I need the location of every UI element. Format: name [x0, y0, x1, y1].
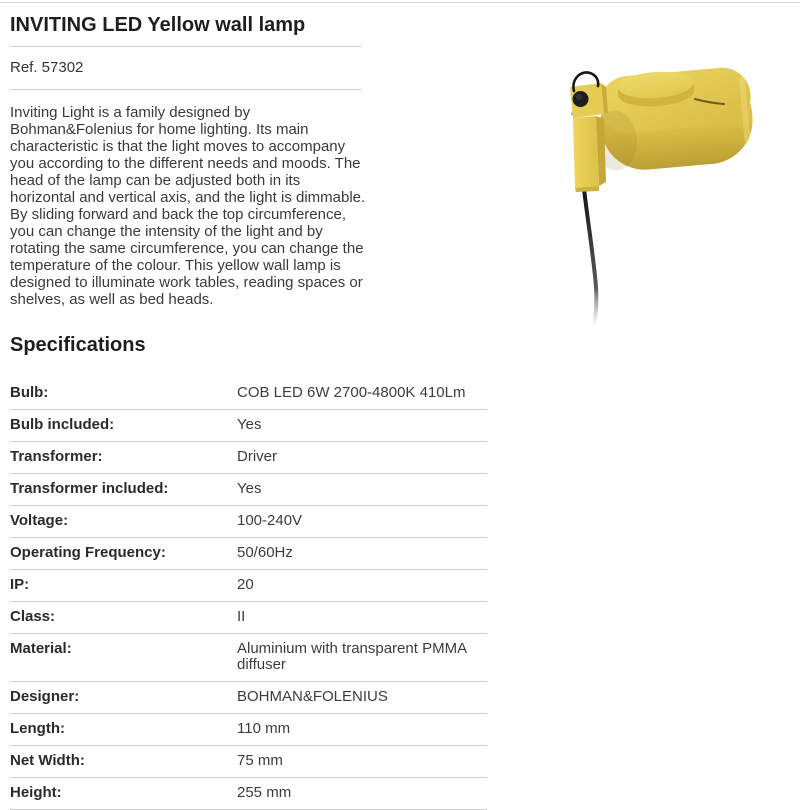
spec-value: Yes	[237, 416, 262, 433]
spec-row	[10, 682, 487, 714]
spec-value: 20	[237, 576, 254, 593]
spec-value: Driver	[237, 448, 277, 465]
spec-value: 100-240V	[237, 512, 303, 529]
spec-label: Height:	[10, 784, 62, 801]
spec-row	[10, 778, 487, 810]
spec-row	[10, 634, 487, 682]
spec-row	[10, 538, 487, 570]
specifications-table	[10, 378, 487, 810]
spec-row	[10, 714, 487, 746]
spec-value: 110 mm	[237, 720, 291, 737]
page-title: INVITING LED Yellow wall lamp	[10, 13, 362, 47]
spec-row	[10, 410, 487, 442]
spec-row	[10, 602, 487, 634]
spec-label: Bulb included:	[10, 416, 115, 433]
spec-label: Operating Frequency:	[10, 544, 166, 561]
spec-value: BOHMAN&FOLENIUS	[237, 688, 388, 705]
product-description: Inviting Light is a family designed by Bohman&Folenius for home lighting. Its main characteristic is that the light moves to accompany you according to the different needs and moods. The head of the lamp can be adjusted both in its horizontal and vertical axis, and the light is dimmable. By sliding forward and back the top circumference, you can change the intensity of the light and by rotating the same circumference, you can change the temperature of the colour. This yellow wall lamp is designed to illuminate work tables, reading spaces or shelves, as well as bed heads.	[10, 104, 366, 308]
spec-value: 75 mm	[237, 752, 283, 769]
spec-label: Length:	[10, 720, 65, 737]
spec-value: 50/60Hz	[237, 544, 293, 561]
spec-label: Bulb:	[10, 384, 49, 401]
spec-label: Net Width:	[10, 752, 85, 769]
spec-label: Voltage:	[10, 512, 69, 529]
lamp-photo-illustration	[545, 55, 765, 340]
spec-row	[10, 570, 487, 602]
spec-row	[10, 506, 487, 538]
lamp-pivot-knob	[573, 91, 589, 107]
spec-label: Class:	[10, 608, 56, 625]
spec-value: 255 mm	[237, 784, 292, 801]
spec-row	[10, 378, 487, 410]
product-image	[545, 55, 765, 340]
spec-value: COB LED 6W 2700-4800K 410Lm	[237, 384, 466, 401]
spec-value: Yes	[237, 480, 262, 497]
spec-label: Transformer:	[10, 448, 103, 465]
spec-label: IP:	[10, 576, 30, 593]
spec-label: Material:	[10, 640, 72, 657]
spec-value: Aluminium with transparent PMMA diffuser	[237, 640, 467, 673]
spec-row	[10, 442, 487, 474]
spec-row	[10, 474, 487, 506]
specifications-heading: Specifications	[10, 334, 146, 356]
spec-label: Transformer included:	[10, 480, 169, 497]
product-reference: Ref. 57302	[10, 59, 362, 90]
lamp-cable	[584, 189, 596, 326]
product-page	[10, 0, 487, 810]
spec-label: Designer:	[10, 688, 80, 705]
spec-value: II	[237, 608, 246, 625]
spec-row	[10, 746, 487, 778]
